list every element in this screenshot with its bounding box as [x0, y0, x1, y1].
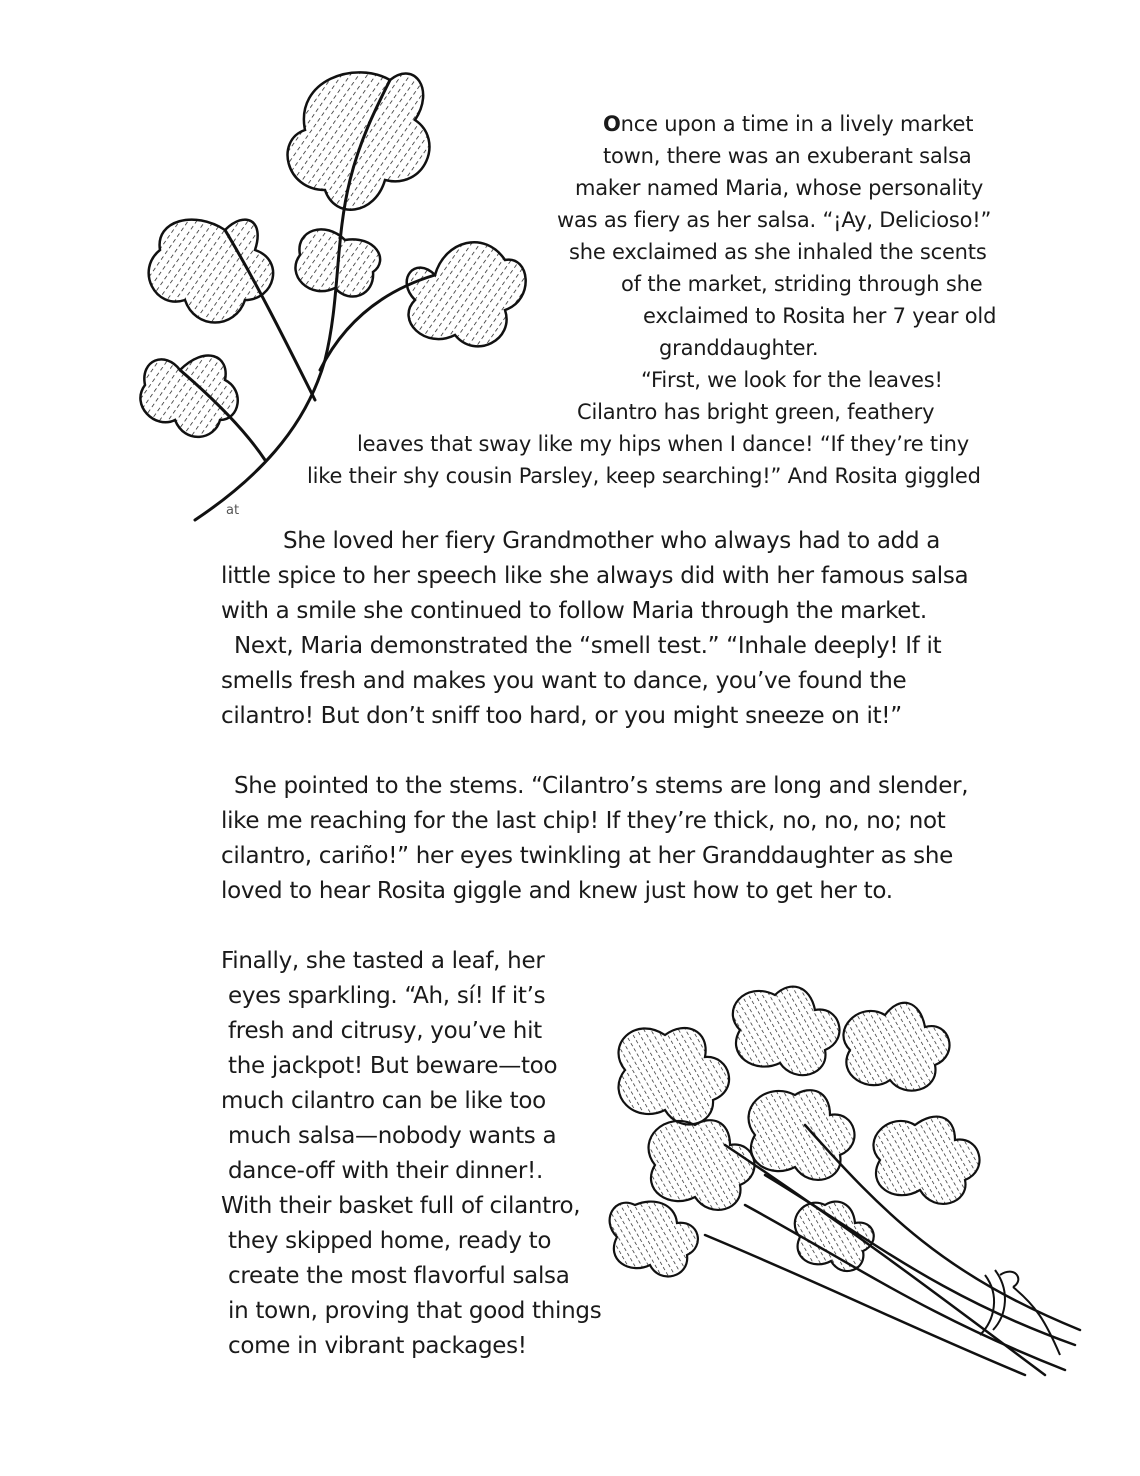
intro-line-7: exclaimed to Rosita her 7 year old — [643, 304, 997, 328]
stray-text: at — [226, 503, 240, 518]
middle-line-1: She loved her fiery Grandmother who always had to add a — [283, 528, 941, 554]
final-line-4: the jackpot! But beware—too — [228, 1053, 558, 1079]
intro-line-3: maker named Maria, whose personality — [575, 176, 984, 200]
final-line-9: they skipped home, ready to — [228, 1228, 552, 1254]
intro-line-11: leaves that sway like my hips when I dance! “If they’re tiny — [357, 432, 969, 456]
intro-line-6: of the market, striding through she — [621, 272, 983, 296]
intro-line-1: Once upon a time in a lively market — [603, 112, 974, 136]
middle-line-4: Next, Maria demonstrated the “smell test.” “Inhale deeply! If it — [234, 633, 942, 659]
final-line-11: in town, proving that good things — [228, 1298, 602, 1324]
final-line-10: create the most flavorful salsa — [228, 1263, 570, 1289]
intro-line-4: was as fiery as her salsa. “¡Ay, Delicioso!” — [557, 208, 992, 232]
intro-line-5: she exclaimed as she inhaled the scents — [569, 240, 987, 264]
intro-line-8: granddaughter. — [659, 336, 819, 360]
middle-line-9: cilantro, cariño!” her eyes twinkling at her Granddaughter as she — [221, 843, 953, 869]
final-line-6: much salsa—nobody wants a — [228, 1123, 557, 1149]
intro-line-9: “First, we look for the leaves! — [641, 368, 943, 392]
drop-cap: O — [603, 112, 621, 136]
final-line-2: eyes sparkling. “Ah, sí! If it’s — [228, 983, 546, 1009]
cilantro-bunch-icon — [605, 975, 1095, 1455]
final-line-1: Finally, she tasted a leaf, her — [221, 948, 545, 974]
middle-line-8: like me reaching for the last chip! If they’re thick, no, no, no; not — [221, 808, 946, 834]
middle-line-2: little spice to her speech like she always did with her famous salsa — [221, 563, 969, 589]
middle-line-7: She pointed to the stems. “Cilantro’s stems are long and slender, — [234, 773, 969, 799]
final-line-12: come in vibrant packages! — [228, 1333, 527, 1359]
middle-line-5: smells fresh and makes you want to dance, you’ve found the — [221, 668, 907, 694]
final-line-7: dance-off with their dinner!. — [228, 1158, 543, 1184]
middle-line-6: cilantro! But don’t sniff too hard, or you might sneeze on it!” — [221, 703, 902, 729]
middle-line-3: with a smile she continued to follow Maria through the market. — [221, 598, 927, 624]
final-line-3: fresh and citrusy, you’ve hit — [228, 1018, 542, 1044]
intro-line-2: town, there was an exuberant salsa — [603, 144, 972, 168]
middle-line-10: loved to hear Rosita giggle and knew just how to get her to. — [221, 878, 893, 904]
final-line-5: much cilantro can be like too — [221, 1088, 546, 1114]
intro-line-12: like their shy cousin Parsley, keep searching!” And Rosita giggled — [307, 464, 981, 488]
final-line-8: With their basket full of cilantro, — [221, 1193, 581, 1219]
cilantro-sprig-icon — [135, 40, 535, 530]
intro-line-10: Cilantro has bright green, feathery — [577, 400, 935, 424]
